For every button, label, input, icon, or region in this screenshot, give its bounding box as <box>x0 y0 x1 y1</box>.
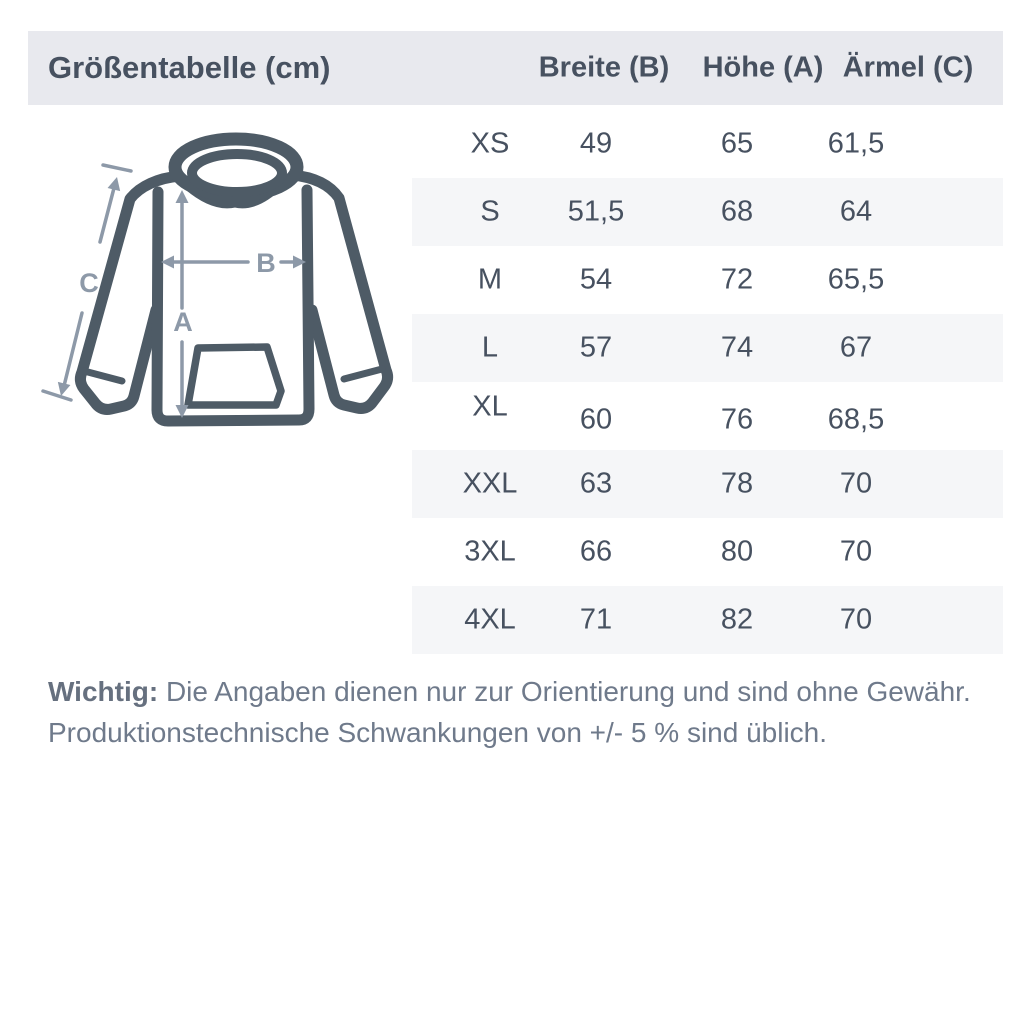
aermel-cell: 61,5 <box>827 127 885 160</box>
aermel-cell: 70 <box>839 603 873 636</box>
dimension-arrow-c <box>100 188 114 242</box>
size-cell: M <box>477 263 503 296</box>
breite-cell: 63 <box>579 467 613 500</box>
dimension-label-b: B <box>256 248 276 278</box>
breite-cell: 54 <box>579 263 613 296</box>
hoehe-cell: 82 <box>720 603 754 636</box>
hoehe-cell: 72 <box>720 263 754 296</box>
footer-note <box>48 671 978 753</box>
breite-cell: 49 <box>579 127 613 160</box>
size-cell: XXL <box>462 467 518 500</box>
size-table <box>412 110 1003 654</box>
page-title: Größentabelle (cm) <box>48 50 331 85</box>
dimension-label-a: A <box>173 307 193 337</box>
size-cell: L <box>481 331 499 364</box>
header-bar <box>28 31 1003 105</box>
dimension-label-c: C <box>79 268 99 298</box>
aermel-cell: 68,5 <box>827 403 885 436</box>
size-cell: XS <box>470 127 510 160</box>
aermel-cell: 65,5 <box>827 263 885 296</box>
size-cell: 3XL <box>464 535 516 568</box>
footer-line-2: Produktionstechnische Schwankungen von +/- 5 % sind üblich. <box>48 717 828 748</box>
hoehe-cell: 80 <box>720 535 754 568</box>
column-header-breite: Breite (B) <box>538 51 670 84</box>
table-row <box>412 586 1003 654</box>
column-header-hoehe: Höhe (A) <box>702 51 824 84</box>
table-row <box>412 518 1003 586</box>
table-row <box>412 382 1003 450</box>
hoodie-measurement-diagram <box>30 120 410 450</box>
size-cell: 4XL <box>464 603 516 636</box>
size-cell: S <box>480 195 500 228</box>
hoehe-cell: 65 <box>720 127 754 160</box>
table-row <box>412 178 1003 246</box>
table-row <box>412 246 1003 314</box>
breite-cell: 66 <box>579 535 613 568</box>
hoehe-cell: 74 <box>720 331 754 364</box>
table-row <box>412 110 1003 178</box>
table-row <box>412 314 1003 382</box>
table-row <box>412 450 1003 518</box>
breite-cell: 60 <box>579 403 613 436</box>
size-cell: XL <box>472 390 508 423</box>
footer-line-1 <box>48 671 978 712</box>
breite-cell: 51,5 <box>567 195 625 228</box>
breite-cell: 57 <box>579 331 613 364</box>
aermel-cell: 64 <box>839 195 873 228</box>
hoehe-cell: 78 <box>720 467 754 500</box>
pocket <box>188 347 281 405</box>
hoodie-outline <box>80 139 387 421</box>
footer-line-1-text: Die Angaben dienen nur zur Orientierung und sind ohne Gewähr. <box>165 676 971 707</box>
aermel-cell: 70 <box>839 467 873 500</box>
footer-important-label: Wichtig: <box>48 676 159 707</box>
aermel-cell: 70 <box>839 535 873 568</box>
left-cuff-line <box>84 371 122 381</box>
right-cuff-line <box>344 369 382 379</box>
breite-cell: 71 <box>579 603 613 636</box>
c-top-tick <box>103 165 131 171</box>
hoehe-cell: 68 <box>720 195 754 228</box>
hoehe-cell: 76 <box>720 403 754 436</box>
aermel-cell: 67 <box>839 331 873 364</box>
c-bottom-tick <box>43 391 71 400</box>
column-header-aermel: Ärmel (C) <box>842 51 974 84</box>
